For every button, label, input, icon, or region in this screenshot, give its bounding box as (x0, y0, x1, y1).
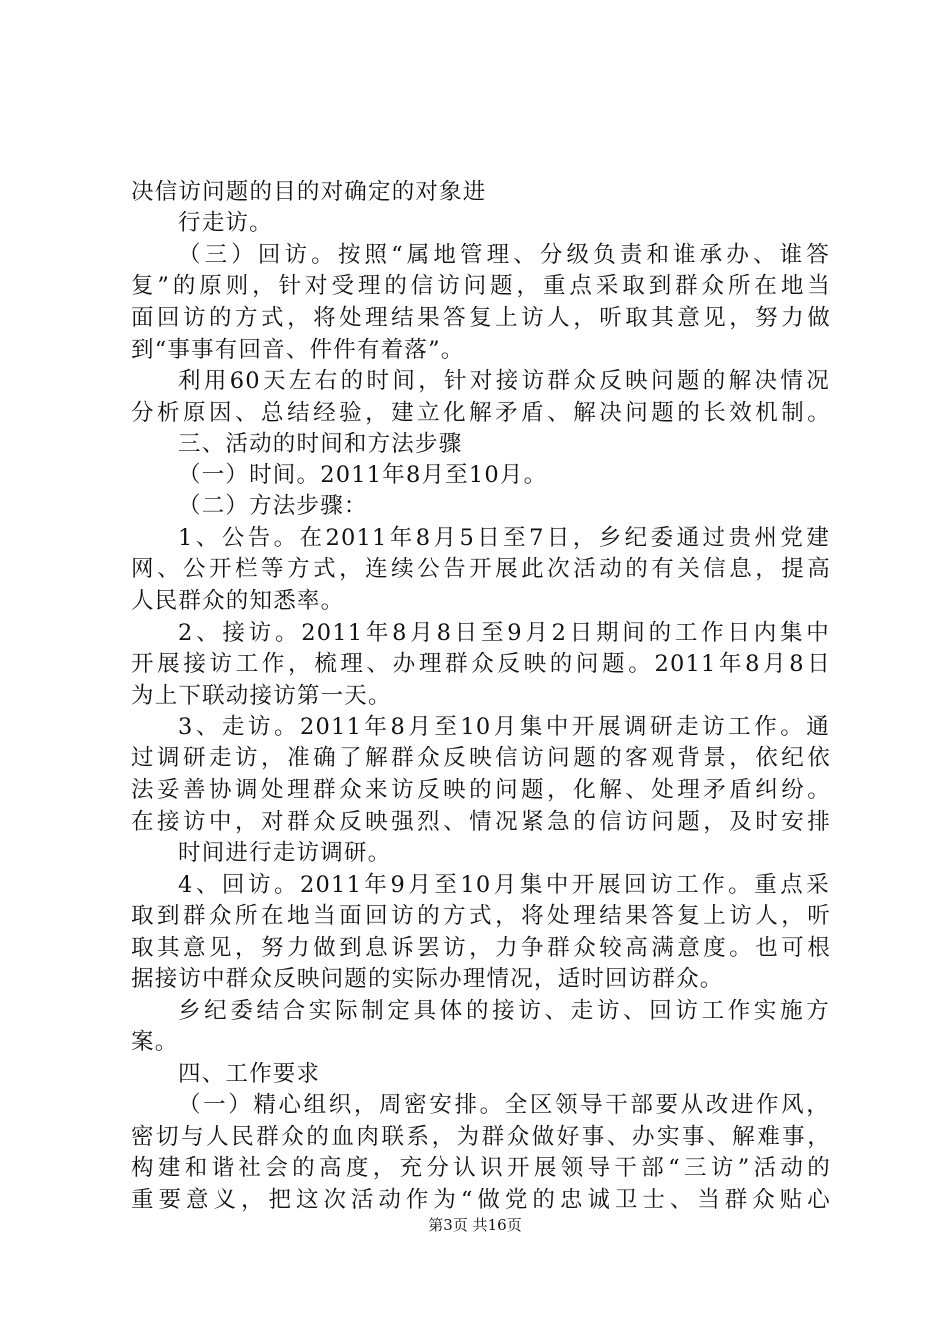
text-line: 4、回访。2011年9月至10月集中开展回访工作。重点采 (178, 872, 830, 898)
text-line: 取到群众所在地当面回访的方式，将处理结果答复上访人，听 (131, 903, 831, 929)
text-line: 取其意见，努力做到息诉罢访，力争群众较高满意度。也可根 (131, 935, 831, 961)
text-line: （二）方法步骤： (178, 493, 368, 519)
text-line: 法妥善协调处理群众来访反映的问题，化解、处理矛盾纠纷。 (131, 777, 831, 803)
text-line: 在接访中，对群众反映强烈、情况紧急的信访问题，及时安排 (131, 809, 831, 835)
text-line: （三）回访。按照“属地管理、分级负责和谁承办、谁答 (178, 242, 830, 268)
text-line: （一）精心组织，周密安排。全区领导干部要从改进作风， (178, 1092, 830, 1118)
text-line: 乡纪委结合实际制定具体的接访、走访、回访工作实施方 (178, 998, 830, 1024)
text-line: 面回访的方式，将处理结果答复上访人，听取其意见，努力做 (131, 305, 831, 331)
text-line: 重要意义，把这次活动作为“做党的忠诚卫士、当群众贴心 (131, 1187, 831, 1213)
section-heading: 四、工作要求 (178, 1061, 321, 1087)
text-line: 决信访问题的目的对确定的对象进 (131, 179, 487, 205)
text-line: 过调研走访，准确了解群众反映信访问题的客观背景，依纪依 (131, 745, 831, 771)
text-line: 1、公告。在2011年8月5日至7日，乡纪委通过贵州党建 (178, 525, 830, 551)
text-line: 开展接访工作，梳理、办理群众反映的问题。2011年8月8日 (131, 651, 831, 677)
text-line: 案。 (131, 1029, 179, 1055)
text-line: 3、走访。2011年8月至10月集中开展调研走访工作。通 (178, 714, 830, 740)
text-line: 时间进行走访调研。 (178, 840, 392, 866)
text-line: （一）时间。2011年8月至10月。 (178, 462, 548, 488)
text-line: 行走访。 (178, 210, 273, 236)
text-line: 网、公开栏等方式，连续公告开展此次活动的有关信息，提高 (131, 556, 831, 582)
text-line: 人民群众的知悉率。 (131, 588, 345, 614)
text-line: 复”的原则，针对受理的信访问题，重点采取到群众所在地当 (131, 273, 831, 299)
text-line: 分析原因、总结经验，建立化解矛盾、解决问题的长效机制。 (131, 400, 831, 426)
text-line: 构建和谐社会的高度，充分认识开展领导干部“三访”活动的 (131, 1155, 831, 1181)
text-line: 到“事事有回音、件件有着落”。 (131, 337, 465, 363)
text-line: 2、接访。2011年8月8日至9月2日期间的工作日内集中 (178, 620, 830, 646)
section-heading: 三、活动的时间和方法步骤 (178, 431, 463, 457)
text-line: 据接访中群众反映问题的实际办理情况，适时回访群众。 (131, 966, 724, 992)
text-line: 利用60天左右的时间，针对接访群众反映问题的解决情况 (178, 368, 830, 394)
text-line: 密切与人民群众的血肉联系，为群众做好事、办实事、解难事， (131, 1124, 831, 1150)
page-footer: 第3页 共16页 (428, 1216, 522, 1234)
text-line: 为上下联动接访第一天。 (131, 683, 392, 709)
